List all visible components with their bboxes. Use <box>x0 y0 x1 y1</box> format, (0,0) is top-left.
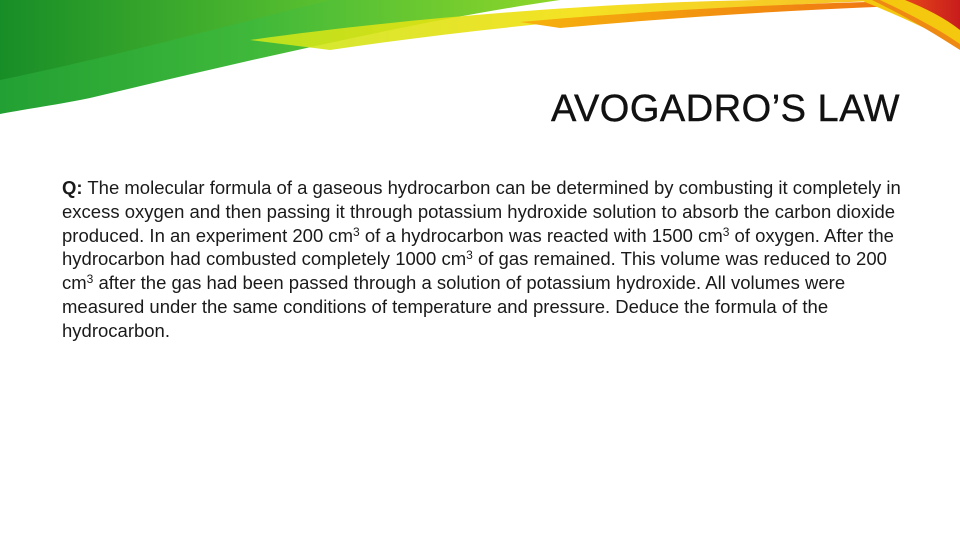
question-text <box>62 176 902 343</box>
superscript-exponent: 3 <box>86 272 94 287</box>
question-label: Q: <box>62 177 83 198</box>
superscript-exponent: 3 <box>722 224 730 239</box>
question-segment-5: after the gas had been passed through a solution of potassium hydroxide. All volumes were measured under the same conditions of temperature and pressure. Deduce the formula of the hydrocarbon. <box>62 272 846 341</box>
question-segment-3: of oxygen. After the hydrocarbon had combusted completely 1000 cm <box>62 224 894 270</box>
slide-title: AVOGADRO’S LAW <box>550 88 900 130</box>
question-segment-4: of gas remained. This volume was reduced to 200 cm <box>62 248 887 294</box>
superscript-exponent: 3 <box>466 248 473 263</box>
question-segment-1: The molecular formula of a gaseous hydrocarbon can be determined by combusting it completely in excess oxygen and then passing it through potassium hydroxide solution to absorb the carbon dioxide produced. In an experiment 200 cm <box>62 177 901 246</box>
superscript-exponent: 3 <box>353 224 360 239</box>
question-segment-2: of a hydrocarbon was reacted with 1500 cm <box>359 224 723 246</box>
